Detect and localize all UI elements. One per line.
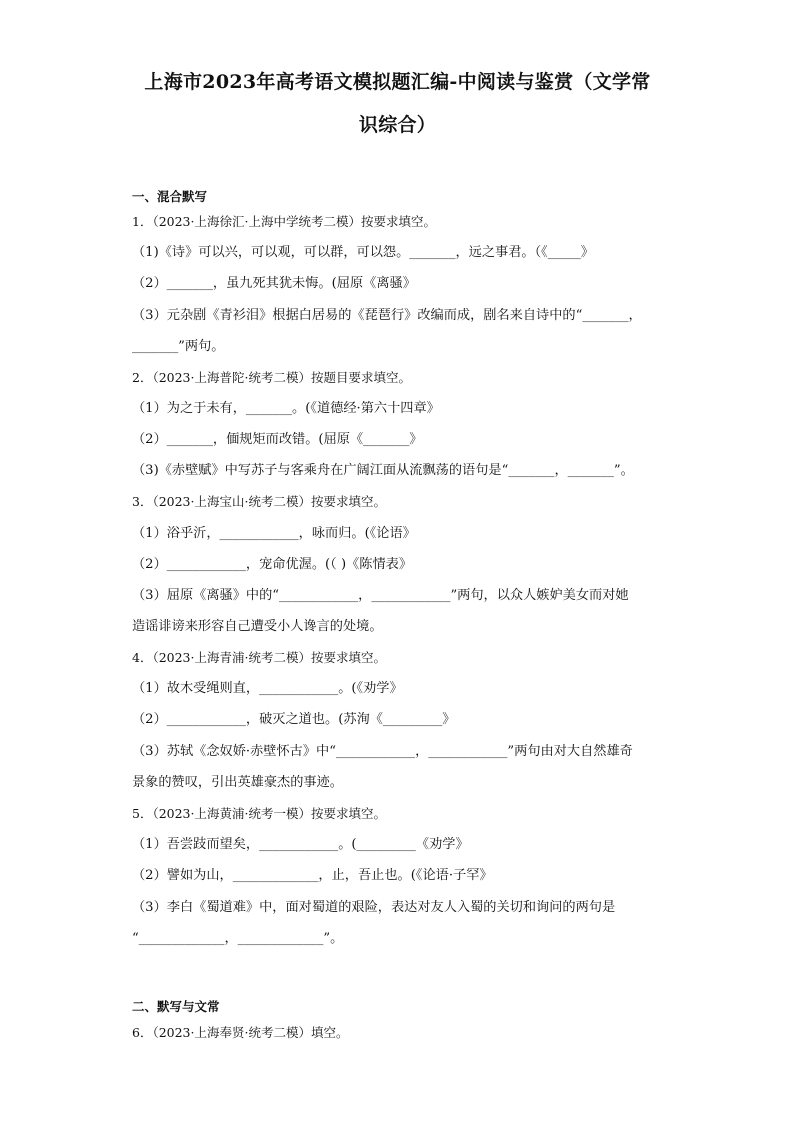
question-2-part-1: （1）为之于未有，_______。(《道德经·第六十四章》 — [132, 401, 440, 416]
question-2-part-2: （2）_______，偭规矩而改错。(屈原《_______》 — [132, 432, 423, 447]
question-4-header: 4．（2023·上海青浦·统考二模）按要求填空。 — [132, 650, 386, 665]
question-5-part-3b: “_____________，_____________”。 — [132, 931, 344, 946]
question-2-header: 2．（2023·上海普陀·统考二模）按题目要求填空。 — [132, 370, 411, 385]
question-3-part-2: （2）____________，宠命优渥。(（ )《陈情表》 — [132, 557, 413, 572]
section-heading-1: 一、混合默写 — [132, 189, 208, 204]
question-6-header: 6．（2023·上海奉贤·统考二模）填空。 — [132, 1025, 349, 1040]
question-1-header: 1．（2023·上海徐汇·上海中学统考二模）按要求填空。 — [132, 214, 436, 229]
question-3-part-3b: 造谣诽谤来形容自己遭受小人谗言的处境。 — [132, 619, 383, 634]
question-1-part-2: （2）_______，虽九死其犹未悔。(屈原《离骚》 — [132, 276, 416, 291]
question-3-part-1: （1）浴乎沂，____________，咏而归。(《论语》 — [132, 526, 416, 541]
question-4-part-3b: 景象的赞叹，引出英雄豪杰的事迹。 — [132, 775, 343, 790]
section-heading-2: 二、默写与文常 — [132, 999, 220, 1014]
question-4-part-3a: （3）苏轼《念奴娇·赤壁怀古》中“____________，____________”两句由对大自然雄奇 — [132, 744, 633, 759]
question-5-part-3a: （3）李白《蜀道难》中，面对蜀道的艰险，表达对友人入蜀的关切和询问的两句是 — [132, 900, 616, 915]
question-5-part-2: （2）譬如为山，_____________，止，吾止也。(《论语·子罕》 — [132, 868, 493, 883]
question-1-part-3b: _______”两句。 — [132, 339, 225, 354]
question-2-part-3: （3)《赤壁赋》中写苏子与客乘舟在广阔江面从流飘荡的语句是“_______，_______”。 — [132, 463, 634, 478]
question-5-header: 5．（2023·上海黄浦·统考一模）按要求填空。 — [132, 806, 386, 821]
question-1-part-1: （1)《诗》可以兴，可以观，可以群，可以怨。_______，远之事君。（《_____》 — [132, 245, 594, 260]
document-title-line1: 上海市2023年高考语文模拟题汇编-中阅读与鉴赏（文学常 — [144, 71, 651, 93]
question-5-part-1: （1）吾尝跂而望矣，____________。(_________《劝学》 — [132, 837, 469, 852]
question-4-part-2: （2）____________，破灭之道也。(苏洵《_________》 — [132, 712, 456, 727]
question-3-part-3a: （3）屈原《离骚》中的“____________，____________”两句，以众人嫉妒美女而对她 — [132, 588, 629, 603]
question-3-header: 3．（2023·上海宝山·统考二模）按要求填空。 — [132, 494, 386, 509]
question-4-part-1: （1）故木受绳则直，____________。(《劝学》 — [132, 681, 403, 696]
question-1-part-3a: （3）元杂剧《青衫泪》根据白居易的《琵琶行》改编而成，剧名来自诗中的“_______， — [132, 308, 642, 323]
document-title-line2: 识综合） — [358, 114, 437, 136]
